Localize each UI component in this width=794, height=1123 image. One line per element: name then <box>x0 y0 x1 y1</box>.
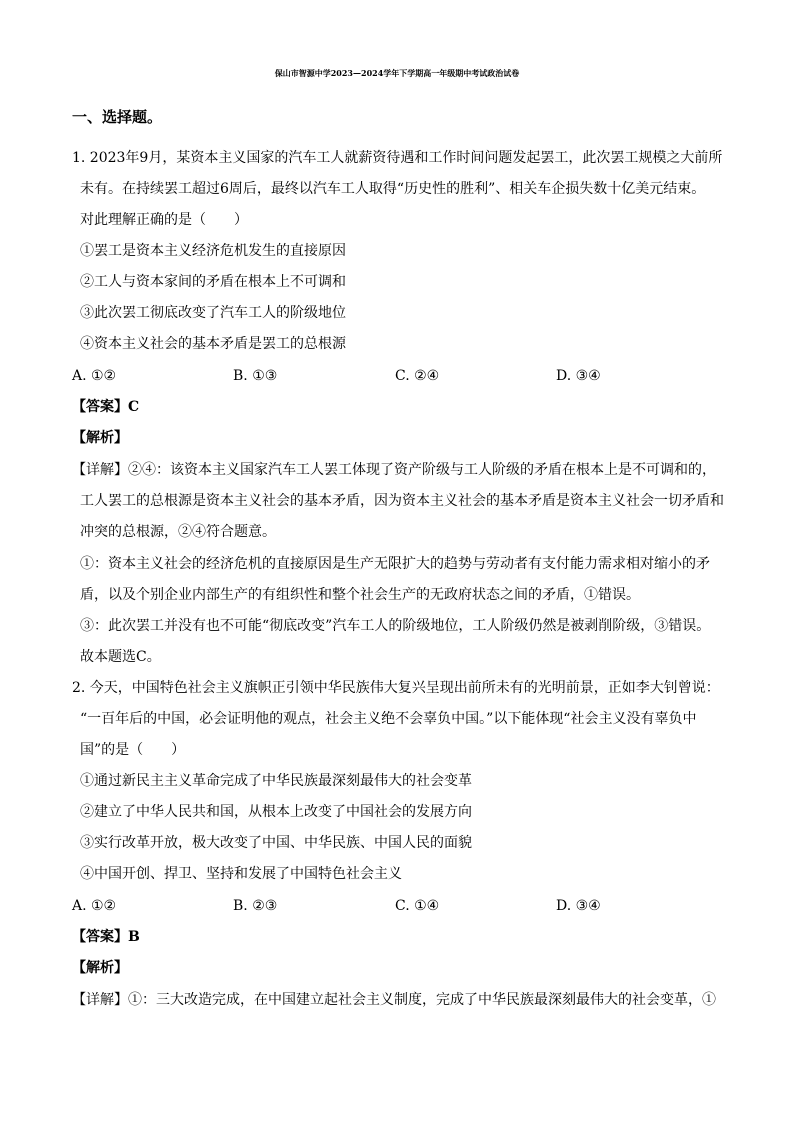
q2-answer: 【答案】B <box>72 929 140 945</box>
q1-option-b: B. ①③ <box>233 368 278 384</box>
q2-statement: ②建立了中华人民共和国，从根本上改变了中国社会的发展方向 <box>80 804 472 820</box>
q1-answer: 【答案】C <box>72 399 140 415</box>
q2-stem-line: 2. 今天，中国特色社会主义旗帜正引领中华民族伟大复兴呈现出前所未有的光明前景，正如李大钊曾说： <box>72 680 720 696</box>
q1-detail-line: 【详解】②④：该资本主义国家汽车工人罢工体现了资产阶级与工人阶级的矛盾在根本上是不可调和的， <box>72 462 716 478</box>
q1-detail-line: 盾，以及个别企业内部生产的有组织性和整个社会生产的无政府状态之间的矛盾，①错误。 <box>80 587 640 603</box>
q1-option-a: A. ①② <box>72 368 117 384</box>
q1-statement: ③此次罢工彻底改变了汽车工人的阶级地位 <box>80 305 346 321</box>
q1-statement: ①罢工是资本主义经济危机发生的直接原因 <box>80 243 346 259</box>
q2-detail-line: 【详解】①：三大改造完成，在中国建立起社会主义制度，完成了中华民族最深刻最伟大的社会变革，① <box>72 992 716 1008</box>
q2-option-c: C. ①④ <box>395 898 440 914</box>
q2-stem-line: 国”的是（ ） <box>80 742 186 758</box>
q2-analysis-label: 【解析】 <box>72 960 128 976</box>
section-heading: 一、选择题。 <box>72 108 163 126</box>
q2-statement: ①通过新民主主义革命完成了中华民族最深刻最伟大的社会变革 <box>80 773 472 789</box>
q1-stem-line: 1. 2023年9月，某资本主义国家的汽车工人就薪资待遇和工作时间问题发起罢工，此次罢工规模之大前所 <box>72 150 723 166</box>
q1-stem-line: 对此理解正确的是（ ） <box>80 212 248 228</box>
q1-detail-line: 故本题选C。 <box>80 649 161 665</box>
q1-stem-line: 未有。在持续罢工超过6周后，最终以汽车工人取得“历史性的胜利”、相关车企损失数十亿美元结束。 <box>80 181 706 197</box>
q1-detail-line: 冲突的总根源，②④符合题意。 <box>80 524 276 540</box>
q1-option-d: D. ③④ <box>556 368 601 384</box>
page-title: 保山市智源中学2023—2024学年下学期高一年级期中考试政治试卷 <box>274 68 520 78</box>
q2-option-a: A. ①② <box>72 898 117 914</box>
q1-statement: ②工人与资本家间的矛盾在根本上不可调和 <box>80 274 346 290</box>
q2-option-b: B. ②③ <box>233 898 278 914</box>
q1-detail-line: ①：资本主义社会的经济危机的直接原因是生产无限扩大的趋势与劳动者有支付能力需求相对缩小的矛 <box>80 556 710 572</box>
q1-analysis-label: 【解析】 <box>72 430 128 446</box>
q2-stem-line: “一百年后的中国，必会证明他的观点，社会主义绝不会辜负中国。”以下能体现“社会主义没有辜负中 <box>80 711 697 727</box>
q2-statement: ③实行改革开放，极大改变了中国、中华民族、中国人民的面貌 <box>80 835 472 851</box>
q1-option-c: C. ②④ <box>395 368 440 384</box>
q1-statement: ④资本主义社会的基本矛盾是罢工的总根源 <box>80 336 346 352</box>
q1-detail-line: 工人罢工的总根源是资本主义社会的基本矛盾，因为资本主义社会的基本矛盾是资本主义社会一切矛盾和 <box>80 493 724 509</box>
q2-statement: ④中国开创、捍卫、坚持和发展了中国特色社会主义 <box>80 866 402 882</box>
q2-option-d: D. ③④ <box>556 898 601 914</box>
q1-detail-line: ③：此次罢工并没有也不可能“彻底改变”汽车工人的阶级地位，工人阶级仍然是被剥削阶级，③错误。 <box>80 618 711 634</box>
